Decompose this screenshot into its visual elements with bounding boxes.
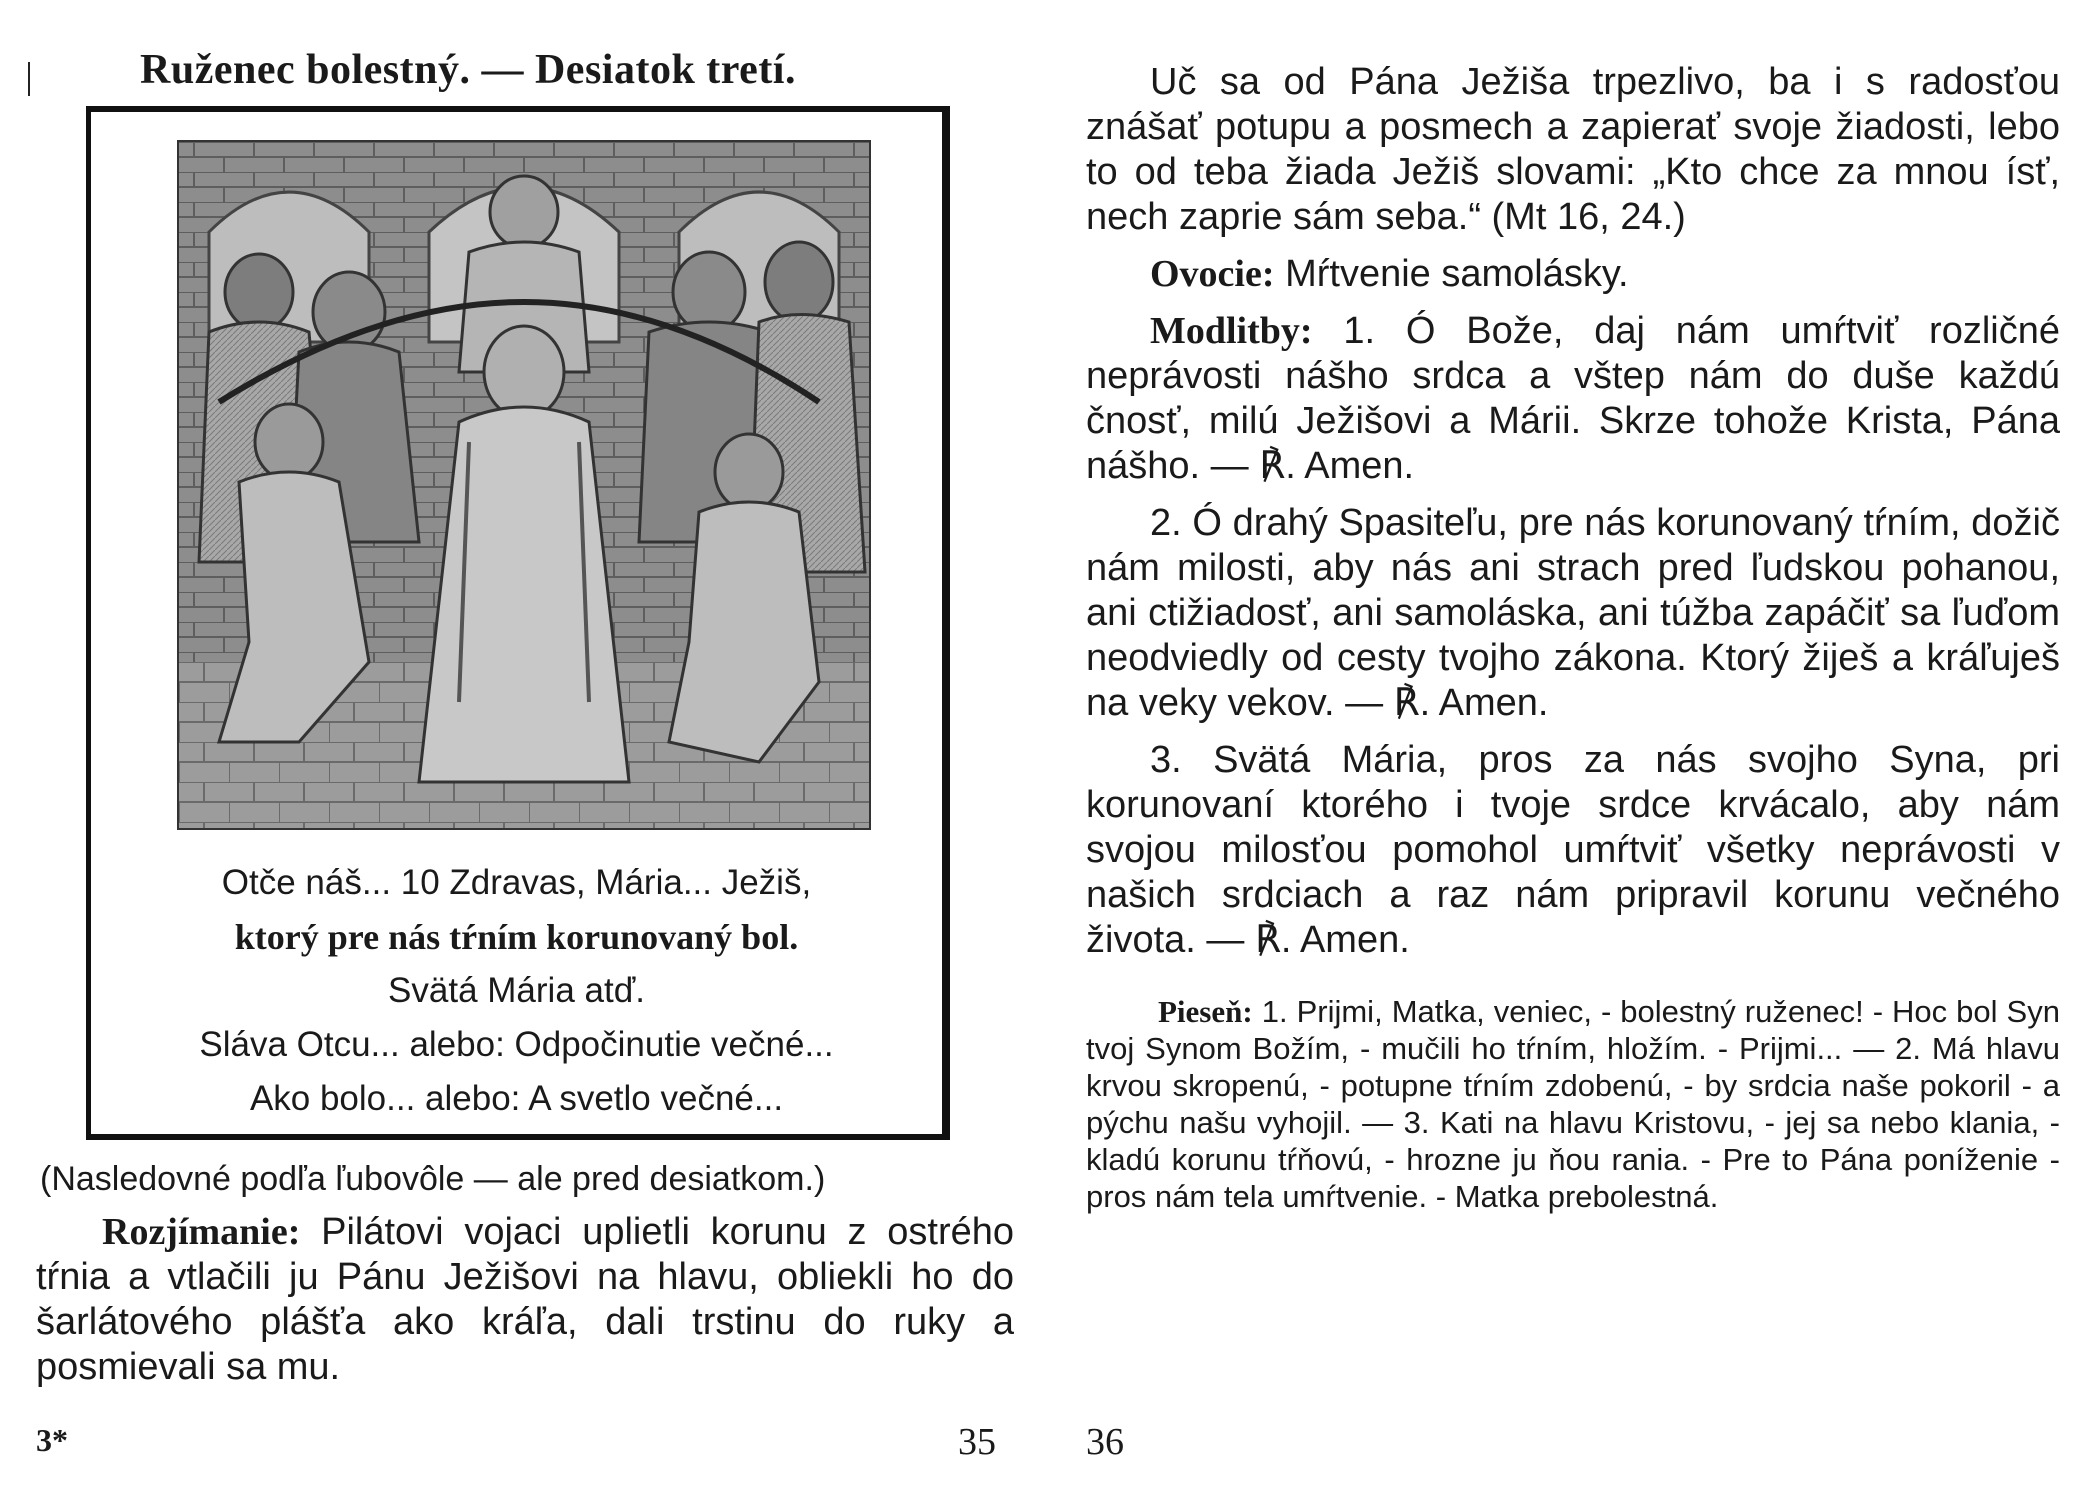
- meditation-paragraph: [36, 1210, 1014, 1390]
- prayer-paragraph-1: [1086, 309, 2060, 489]
- prayer-block: [91, 856, 942, 1126]
- fruit-text: Mŕtvenie samolásky.: [1285, 253, 1629, 295]
- song-section: [1086, 993, 2060, 1215]
- fruit-paragraph: [1086, 252, 2060, 297]
- illustration-frame: [86, 106, 950, 1140]
- margin-mark: [28, 62, 30, 96]
- meditation-text: Pilátovi vojaci uplietli korunu z ostrého tŕnia a vtlačili ju Pánu Ježišovi na hlavu, obliekli ho do šarlátového plášťa ako kráľa, dali trstinu do ruky a posmievali sa mu.: [36, 1211, 1014, 1388]
- meditation-label: Rozjímanie:: [102, 1211, 301, 1253]
- right-page: [1042, 0, 2084, 1500]
- song-label: Pieseň:: [1158, 994, 1253, 1029]
- fruit-label: Ovocie:: [1150, 253, 1275, 295]
- page-number-left: 35: [958, 1421, 996, 1463]
- optional-note: (Nasledovné podľa ľubovôle — ale pred desiatkom.): [40, 1160, 826, 1198]
- crowning-with-thorns-illustration: [177, 140, 871, 830]
- prayer-line-2-mystery: ktorý pre nás tŕním korunovaný bol.: [234, 917, 799, 957]
- engraving-image: [179, 142, 869, 828]
- right-column: [1086, 60, 2060, 1215]
- prayer-paragraph-2: 2. Ó drahý Spasiteľu, pre nás korunovaný tŕním, dožič nám milosti, aby nás ani strach pred ľudskou pohanou, ani ctižiadosť, ani samoláska, ani túžba zapáčiť sa ľuďom neodviedly od cesty tvojho zákona. Ktorý žiješ a kráľuješ na veky vekov. — ℟. Amen.: [1086, 502, 2060, 724]
- meditation-section: [36, 1210, 1014, 1390]
- prayer-paragraph-3: 3. Svätá Mária, pros za nás svojho Syna, pri korunovaní ktorého i tvoje srdce krvácalo, aby nám svojou milosťou pomohol umŕtviť všetky neprávosti v našich srdciach a raz nám pripravil korunu večného života. — ℟. Amen.: [1086, 739, 2060, 961]
- prayer-line-4: Sláva Otcu... alebo: Odpočinutie večné...: [199, 1025, 834, 1064]
- prayers-label: Modlitby:: [1150, 310, 1313, 352]
- intro-paragraph: Uč sa od Pána Ježiša trpezlivo, ba i s radosťou znášať potupu a posmech a zapierať svoje žiadosti, lebo to od teba žiada Ježiš slovami: „Kto chce za mnou ísť, nech zaprie sám seba.“ (Mt 16, 24.): [1086, 61, 2060, 238]
- running-head: Ruženec bolestný. — Desiatok tretí.: [140, 47, 796, 93]
- prayer-line-3: Svätá Mária atď.: [388, 971, 645, 1010]
- prayer-line-1: Otče náš... 10 Zdravas, Mária... Ježiš,: [221, 863, 812, 902]
- page-number-right: 36: [1086, 1421, 1124, 1463]
- song-text: 1. Prijmi, Matka, veniec, - bolestný ruženec! - Hoc bol Syn tvoj Synom Božím, - mučili ho tŕním, hložím. - Prijmi... — 2. Má hlavu krvou skropenú, - potupne tŕním zdobenú, - by srdcia naše pokoril - a pýchu našu vyhojil. — 3. Kati na hlavu Kristovu, - jej sa nebo klania, - kladú korunu tŕňovú, - hrozne ju ňou rania. - Pre to Pána poníženie - pros nám tela umŕtvenie. - Matka prebolestná.: [1086, 994, 2060, 1214]
- song-paragraph: [1086, 993, 2060, 1215]
- prayer-1-text: 1. Ó Bože, daj nám umŕtviť rozličné neprávosti nášho srdca a vštep nám do duše každú čnosť, milú Ježišovi a Márii. Skrze tohože Krista, Pána nášho. — ℟. Amen.: [1086, 310, 2061, 487]
- signature-mark: 3*: [36, 1422, 68, 1458]
- prayer-line-5: Ako bolo... alebo: A svetlo večné...: [249, 1079, 784, 1118]
